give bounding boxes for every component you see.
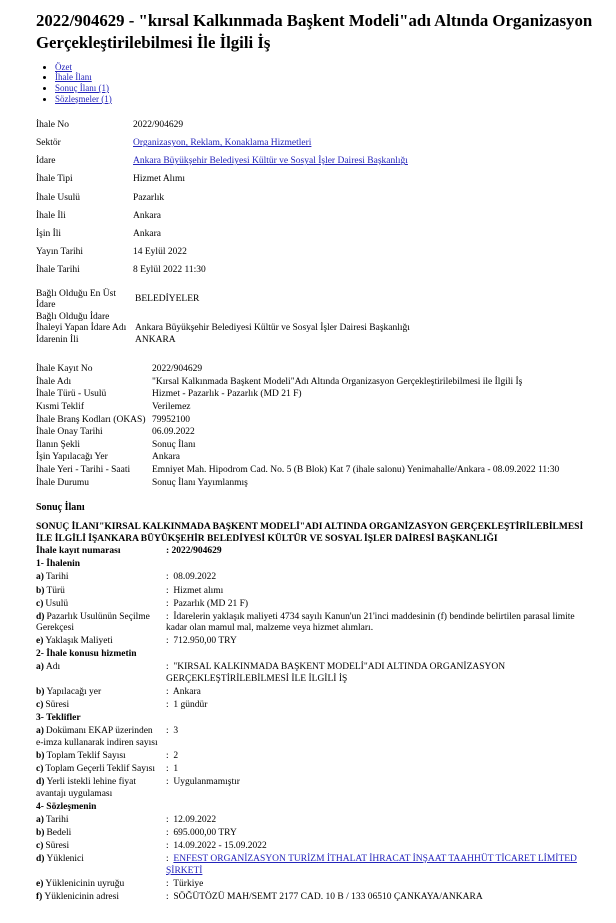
result-row-registration (36, 546, 594, 558)
nav-link[interactable]: Özet (55, 61, 72, 72)
table-row (36, 189, 408, 207)
field-label: İhaleyi Yapan İdare Adı (36, 323, 127, 334)
nav-list-item (55, 63, 594, 73)
result-row (36, 572, 594, 584)
field-label-text: Toplam Teklif Sayısı (46, 751, 126, 762)
item-letter: b) (36, 751, 45, 762)
field-label-text: Yapılacağı yer (46, 687, 102, 698)
field-label (36, 572, 166, 584)
field-value (133, 225, 408, 243)
nav-list-item (55, 95, 594, 105)
result-section-header: 2- İhale konusu hizmetin (36, 649, 137, 660)
field-value (166, 764, 594, 776)
field-label: İlanın Şekli (36, 439, 81, 450)
field-label (36, 586, 166, 598)
field-value-text: Türkiye (173, 878, 204, 889)
field-label (36, 828, 166, 840)
field-value-text: 3 (173, 726, 179, 737)
field-label (36, 854, 166, 877)
field-label: İhale Branş Kodları (OKAS) (36, 414, 146, 425)
item-letter: c) (36, 700, 44, 711)
result-announcement-title: SONUÇ İLANI"KIRSAL KALKINMADA BAŞKENT MODELİ"ADI ALTINDA ORGANİZASYON GERÇEKLEŞTİRİLEBİLMESİ İLE İLGİLİ İŞANKARA BÜYÜKŞEHİR BELEDİYESİ KÜLTÜR VE SOSYAL İŞLER DAİRESİ BAŞKANLIĞI (36, 522, 584, 544)
field-label-text: Tarihi (45, 572, 69, 583)
field-label: İhale Usulü (36, 192, 81, 203)
item-letter: c) (36, 841, 44, 852)
result-row (36, 879, 594, 891)
page-title: 2022/904629 - "kırsal Kalkınmada Başkent Modeli"adı Altında Organizasyon Gerçekleştirilebilmesi İle İlgili İş (36, 11, 593, 52)
field-label-text: Yüklenici (46, 854, 84, 865)
field-label: İşin İli (36, 228, 62, 239)
field-label-text: Yüklenicinin uyruğu (45, 878, 125, 889)
field-label (36, 599, 166, 611)
field-value (166, 879, 594, 891)
table-row (36, 153, 408, 171)
field-label (36, 892, 166, 904)
field-value: Sonuç İlanı (152, 439, 196, 450)
table-row (36, 477, 559, 490)
field-label-text: Süresi (45, 841, 70, 852)
field-label: İhale Tipi (36, 174, 73, 185)
field-label: İdare (36, 156, 56, 167)
field-value (166, 636, 594, 648)
item-letter: e) (36, 636, 44, 647)
field-label (36, 751, 166, 763)
field-value (166, 612, 594, 635)
field-value (133, 153, 408, 171)
field-label-text: Yüklenicinin adresi (44, 891, 119, 902)
item-letter: a) (36, 726, 44, 737)
item-letter: d) (36, 611, 45, 622)
table-row (36, 261, 408, 279)
table-row (36, 117, 408, 135)
item-letter: c) (36, 764, 44, 775)
field-label-text: Yaklaşık Maliyeti (45, 636, 113, 647)
result-announcement-heading: Sonuç İlanı (36, 502, 85, 514)
table-row (36, 401, 559, 414)
table-row (36, 243, 408, 261)
field-label: İhale Kayıt No (36, 364, 93, 375)
result-row (36, 841, 594, 853)
field-value (166, 892, 594, 904)
field-label: İhale Onay Tarihi (36, 427, 103, 438)
field-label: İhale Durumu (36, 477, 90, 488)
field-label: Bağlı Olduğu İdare (36, 311, 110, 322)
field-label (36, 636, 166, 648)
table-row (36, 363, 559, 376)
field-label (36, 662, 166, 685)
field-label-text: Usulü (45, 598, 69, 609)
field-label-text: Yerli istekli lehine fiyat avantajı uygulaması (36, 777, 136, 799)
field-value-text: 12.09.2022 (173, 814, 217, 825)
nav-link[interactable]: Sözleşmeler (1) (55, 93, 112, 104)
field-value: Sonuç İlanı Yayımlanmış (152, 477, 248, 488)
field-value-text: 8 Eylül 2022 11:30 (133, 265, 206, 275)
field-value (166, 662, 594, 685)
field-value: ANKARA (135, 335, 176, 346)
field-value (133, 135, 408, 153)
nav-link[interactable]: Sonuç İlanı (1) (55, 83, 109, 94)
field-value-text: 2022/904629 (133, 120, 184, 131)
item-letter: e) (36, 878, 44, 889)
field-value-text: 14.09.2022 - 15.09.2022 (173, 841, 267, 852)
result-section-header: 3- Teklifler (36, 713, 81, 724)
field-label: Bağlı Olduğu En Üst İdare (36, 289, 116, 310)
administration-table (36, 289, 410, 347)
field-label: Sektör (36, 138, 61, 149)
field-value: "Kırsal Kalkınmada Başkent Modeli"Adı Altında Organizasyon Gerçekleştirilebilmesi ile İlgili İş (152, 376, 523, 387)
field-label-text: Tarihi (45, 814, 69, 825)
field-value-text: "KIRSAL KALKINMADA BAŞKENT MODELİ"ADI ALTINDA ORGANİZASYON GERÇEKLEŞTİRİLEBİLMESİ İLE İLGİLİ İŞ (166, 662, 506, 685)
field-value: Verilemez (152, 402, 191, 413)
item-letter: d) (36, 854, 45, 865)
table-row (36, 207, 408, 225)
field-value: 79952100 (152, 414, 190, 425)
result-row (36, 751, 594, 763)
result-row (36, 586, 594, 598)
field-value (133, 171, 408, 189)
field-label: İhale Tarihi (36, 265, 80, 275)
table-row (36, 376, 559, 389)
field-value (166, 777, 594, 800)
field-label (36, 687, 166, 699)
field-label: İhale Türü - Usulü (36, 389, 107, 400)
item-letter: a) (36, 662, 44, 673)
field-value (166, 599, 594, 611)
field-value-text: Pazarlık (133, 192, 165, 203)
table-row (36, 335, 410, 347)
field-value (166, 854, 594, 877)
field-value-text: 1 (173, 764, 179, 775)
field-label: Yayın Tarihi (36, 246, 84, 257)
result-section-header: 1- İhalenin (36, 559, 81, 570)
field-value-link[interactable]: Organizasyon, Reklam, Konaklama Hizmetleri (133, 138, 312, 149)
field-value: 2022/904629 (152, 364, 203, 375)
field-label-text: Bedeli (46, 827, 72, 838)
nav-list-item (55, 73, 594, 83)
table-row (36, 452, 559, 465)
field-value (166, 841, 594, 853)
result-row (36, 636, 594, 648)
field-value (133, 189, 408, 207)
field-value (133, 117, 408, 135)
field-label (36, 726, 166, 749)
field-value-text: SÖĞÜTÖZÜ MAH/SEMT 2177 CAD. 10 B / 133 06510 ÇANKAYA/ANKARA (173, 891, 483, 902)
result-row (36, 599, 594, 611)
contractor-link[interactable]: ENFEST ORGANİZASYON TURİZM İTHALAT İHRACAT İNŞAAT TAAHHÜT TİCARET LİMİTED ŞİRKETİ (166, 854, 577, 876)
result-row (36, 777, 594, 800)
item-letter: b) (36, 827, 45, 838)
item-letter: a) (36, 572, 44, 583)
field-label: İdarenin İli (36, 335, 79, 346)
table-row (36, 225, 408, 243)
field-label: İhale No (36, 120, 69, 131)
tender-summary-table (36, 117, 408, 280)
field-label-text: Adı (45, 662, 61, 673)
table-row (36, 171, 408, 189)
field-value-text: 14 Eylül 2022 (133, 246, 187, 257)
table-row (36, 464, 559, 477)
field-value (166, 586, 594, 598)
field-label-text: Süresi (45, 700, 70, 711)
field-value (133, 243, 408, 261)
field-value-text: 712.950,00 TRY (173, 636, 237, 647)
item-letter: d) (36, 777, 45, 788)
table-row (36, 135, 408, 153)
field-label: İhale Yeri - Tarihi - Saati (36, 465, 131, 476)
field-label-text: Dokümanı EKAP üzerinden e-imza kullanarak indiren sayısı (36, 726, 158, 748)
field-value (166, 726, 594, 749)
item-letter: a) (36, 814, 44, 825)
field-value-text: Hizmet alımı (173, 585, 224, 596)
field-value (166, 828, 594, 840)
result-row (36, 726, 594, 749)
field-value: Hizmet - Pazarlık - Pazarlık (MD 21 F) (152, 389, 302, 400)
field-value-text: 695.000,00 TRY (173, 827, 237, 838)
field-label: İhale İli (36, 210, 66, 221)
result-section-header: 4- Sözleşmenin (36, 801, 97, 812)
field-label: İhale kayıt numarası (36, 546, 121, 557)
table-row (36, 426, 559, 439)
field-value-text: Hizmet Alımı (133, 174, 185, 185)
field-value-text: 1 gündür (173, 700, 208, 711)
table-row (36, 389, 559, 402)
field-value (133, 207, 408, 225)
field-label: İşin Yapılacağı Yer (36, 452, 108, 463)
item-letter: b) (36, 585, 45, 596)
result-row (36, 662, 594, 685)
result-row (36, 828, 594, 840)
field-value (133, 261, 408, 279)
table-row (36, 323, 410, 335)
field-value: Ankara Büyükşehir Belediyesi Kültür ve Sosyal İşler Dairesi Başkanlığı (135, 323, 410, 334)
tender-detail-table (36, 363, 559, 489)
field-value-text: Pazarlık (MD 21 F) (173, 598, 249, 609)
field-label (36, 764, 166, 776)
field-value (166, 572, 594, 584)
result-row (36, 700, 594, 712)
field-value-text: Ankara (172, 687, 201, 698)
field-label (36, 879, 166, 891)
field-value-text: 2 (173, 751, 179, 762)
field-label: İhale Adı (36, 376, 72, 387)
field-value-text: 08.09.2022 (173, 572, 217, 583)
field-label (36, 700, 166, 712)
field-label (36, 841, 166, 853)
field-value: 06.09.2022 (152, 427, 195, 438)
table-row (36, 414, 559, 427)
field-value (135, 311, 410, 323)
field-label: Kısmi Teklif (36, 402, 84, 413)
field-value-text: İdarelerin yaklaşık maliyeti 4734 sayılı Kanun'un 21'inci maddesinin (f) bendinde belirtilen parasal limite kadar olan mamul mal, malzeme veya hizmet alımları. (166, 611, 575, 634)
field-label (36, 612, 166, 635)
table-row (36, 311, 410, 323)
field-value (166, 751, 594, 763)
field-value: Ankara (152, 452, 180, 463)
table-row (36, 439, 559, 452)
field-label-text: Pazarlık Usulünün Seçilme Gerekçesi (36, 611, 150, 634)
field-label (36, 777, 166, 800)
item-letter: f) (36, 891, 43, 902)
result-row (36, 854, 594, 877)
result-announcement-body (36, 546, 594, 903)
field-value: Emniyet Mah. Hipodrom Cad. No. 5 (B Blok) Kat 7 (ihale salonu) Yenimahalle/Ankara - 08.09.2022 11:30 (152, 465, 560, 476)
item-letter: c) (36, 598, 44, 609)
field-value-link[interactable]: Ankara Büyükşehir Belediyesi Kültür ve Sosyal İşler Dairesi Başkanlığı (133, 156, 408, 167)
field-value-text: Ankara (133, 228, 161, 239)
field-label-text: Toplam Geçerli Teklif Sayısı (45, 764, 155, 775)
field-value: : 2022/904629 (166, 546, 594, 558)
result-row (36, 764, 594, 776)
nav-link[interactable]: İhale İlanı (55, 72, 92, 83)
field-value-text: Ankara (133, 210, 161, 221)
nav-list-item (55, 84, 594, 94)
field-value (166, 700, 594, 712)
result-row (36, 612, 594, 635)
result-row (36, 687, 594, 699)
result-row (36, 892, 594, 904)
item-letter: b) (36, 687, 45, 698)
field-value: BELEDİYELER (135, 294, 200, 305)
field-label-text: Türü (46, 585, 65, 596)
table-row (36, 289, 410, 311)
field-value-text: Uygulanmamıştır (173, 777, 240, 788)
field-value (166, 687, 594, 699)
section-nav (36, 63, 594, 105)
